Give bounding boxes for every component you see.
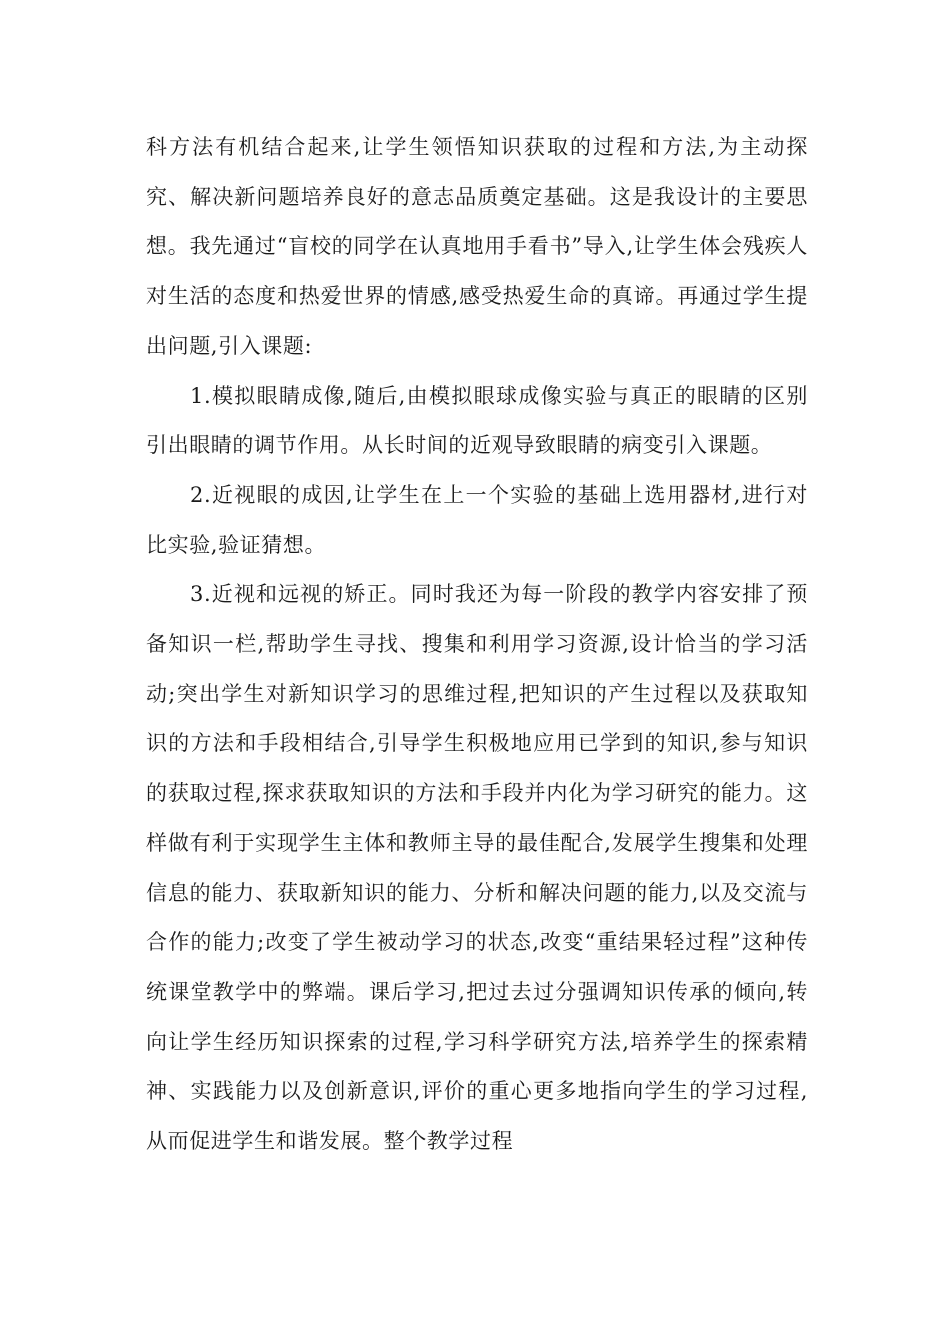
paragraph-item-1: 1.模拟眼睛成像,随后,由模拟眼球成像实验与真正的眼睛的区别引出眼睛的调节作用。从长时间的近观导致眼睛的病变引入课题。 <box>146 383 808 458</box>
paragraph-continuation: 科方法有机结合起来,让学生领悟知识获取的过程和方法,为主动探究、解决新问题培养良好的意志品质奠定基础。这是我设计的主要思想。我先通过“盲校的同学在认真地用手看书”导入,让学生体会残疾人对生活的态度和热爱世界的情感,感受热爱生命的真谛。再通过学生提出问题,引入课题: <box>146 135 808 358</box>
paragraph-item-3: 3.近视和远视的矫正。同时我还为每一阶段的教学内容安排了预备知识一栏,帮助学生寻找、搜集和利用学习资源,设计恰当的学习活动;突出学生对新知识学习的思维过程,把知识的产生过程以及获取知识的方法和手段相结合,引导学生积极地应用已学到的知识,参与知识的获取过程,探求获取知识的方法和手段并内化为学习研究的能力。这样做有利于实现学生主体和教师主导的最佳配合,发展学生搜集和处理信息的能力、获取新知识的能力、分析和解决问题的能力,以及交流与合作的能力;改变了学生被动学习的状态,改变“重结果轻过程”这种传统课堂教学中的弊端。课后学习,把过去过分强调知识传承的倾向,转向让学生经历知识探索的过程,学习科学研究方法,培养学生的探索精神、实践能力以及创新意识,评价的重心更多地指向学生的学习过程,从而促进学生和谐发展。整个教学过程 <box>146 582 808 1154</box>
document-body <box>146 123 808 1167</box>
paragraph-item-2: 2.近视眼的成因,让学生在上一个实验的基础上选用器材,进行对比实验,验证猜想。 <box>146 482 808 557</box>
